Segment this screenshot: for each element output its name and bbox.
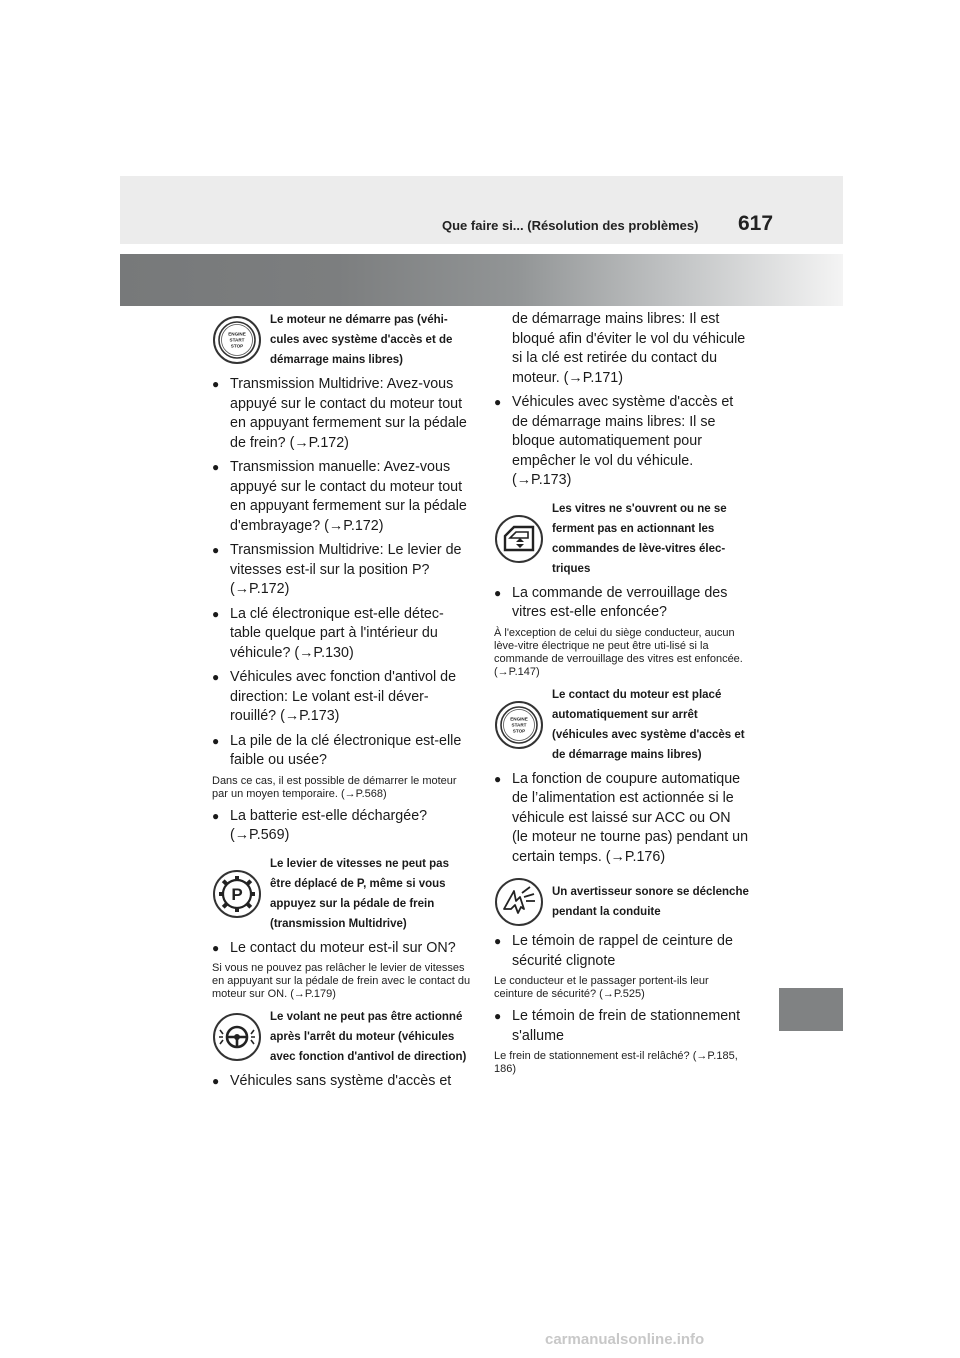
steering-lock-icon [212,1012,262,1062]
heading-text: Le volant ne peut pas être actionné après l'arrêt du moteur (véhicules avec fonction d'antivol de direction) [270,1011,467,1063]
list-item: ● La commande de verrouillage des vitres est-elle enfoncée? [494,584,749,623]
list-item: ● Transmission Multidrive: Avez-vous appuyé sur le contact du moteur tout en appuyant fermement sur la pédale de frein? (→P.172) [212,375,472,453]
engine-label-3: STOP [230,343,244,349]
engine-label-1: ENGINE [510,716,528,721]
park-gear-icon [212,869,262,919]
park-letter: P [231,884,243,904]
note-text: Si vous ne pouvez pas relâcher le levier de vitesses en appuyant sur la pédale de frein avec le contact du moteur sur ON. (→P.179) [212,962,471,1000]
watermark: carmanualsonline.info [545,1331,705,1348]
list-item: ● Le témoin de rappel de ceinture de sécurité clignote [494,932,749,971]
engine-label-1: ENGINE [228,331,246,337]
note-text: Dans ce cas, il est possible de démarrer le moteur par un moyen temporaire. (→P.568) [212,774,457,800]
engine-start-button-icon [212,315,262,365]
heading-text: Les vitres ne s'ouvrent ou ne se ferment pas en actionnant les commandes de lève-vitres élec-triques [552,502,727,575]
heading-text: Le levier de vitesses ne peut pas être déplacé de P, même si vous appuyez sur la pédale de frein (transmission Multidrive) [270,857,449,930]
note-text: Le conducteur et le passager portent-ils leur ceinture de sécurité? (→P.525) [494,975,709,1000]
heading-buzzer [494,877,749,927]
list-item: ● Véhicules avec système d'accès et de démarrage mains libres: Il se bloque automatiquement pour empêcher le vol du véhicule. (→P.173) [494,393,749,491]
list-item: ● La pile de la clé électronique est-elle faible ou usée? [212,732,472,771]
engine-label-3: STOP [512,728,526,733]
heading-text: Le moteur ne démarre pas (véhi-cules avec système d'accès et de démarrage mains libres) [270,314,453,366]
header-gradient-band [120,254,843,306]
page-number: 617 [738,212,774,235]
chapter-side-tab [779,988,843,1031]
warning-buzzer-icon [494,877,544,927]
heading-text: Le contact du moteur est placé automatiquement sur arrêt (véhicules avec système d'accès et de démarrage mains libres) [552,688,745,761]
section-title: Que faire si... (Résolution des problèmes) [442,218,699,233]
heading-auto-power-off [494,685,749,765]
heading-steering-lock [212,1007,472,1067]
heading-engine-wont-start [212,310,472,370]
right-column [494,310,749,1082]
list-item: ● Transmission manuelle: Avez-vous appuyé sur le contact du moteur tout en appuyant fermement sur la pédale d'embrayage? (→P.172) [212,458,472,536]
engine-label-2: START [511,722,527,727]
list-item: ● Véhicules sans système d'accès et [212,1072,472,1092]
engine-label-2: START [229,337,245,343]
heading-power-windows [494,499,749,579]
list-item: ● Le contact du moteur est-il sur ON? [212,939,472,959]
header-bar [120,176,843,244]
note-text: Le frein de stationnement est-il relâché? (→P.185, 186) [494,1050,738,1075]
list-item: ● La clé électronique est-elle détec-table quelque part à l'intérieur du véhicule? (→P.130) [212,605,472,664]
power-window-icon [494,514,544,564]
list-item: ● Le témoin de frein de stationnement s'allume [494,1007,749,1046]
list-item: ● La batterie est-elle déchargée? (→P.569) [212,807,472,846]
list-item: ● Véhicules avec fonction d'antivol de direction: Le volant est-il déver-rouillé? (→P.173) [212,668,472,727]
continued-text: de démarrage mains libres: Il est bloqué afin d'éviter le vol du véhicule si la clé est retirée du contact du moteur. (→P.171) [512,311,746,386]
heading-shift-lever [212,854,472,934]
left-column [212,310,472,1096]
list-item: ● Transmission Multidrive: Le levier de vitesses est-il sur la position P? (→P.172) [212,541,472,600]
engine-start-button-icon [494,700,544,750]
heading-text: Un avertisseur sonore se déclenche pendant la conduite [552,886,749,918]
note-text: À l'exception de celui du siège conducteur, aucun lève-vitre électrique ne peut être uti-lisé si la commande de verrouillage des vitres est enfoncée. (→P.147) [494,626,743,678]
list-item: ● La fonction de coupure automatique de l’alimentation est actionnée si le véhicule est laissé sur ACC ou ON (le moteur ne tourne pas) pendant un certain temps. (→P.176) [494,770,749,868]
